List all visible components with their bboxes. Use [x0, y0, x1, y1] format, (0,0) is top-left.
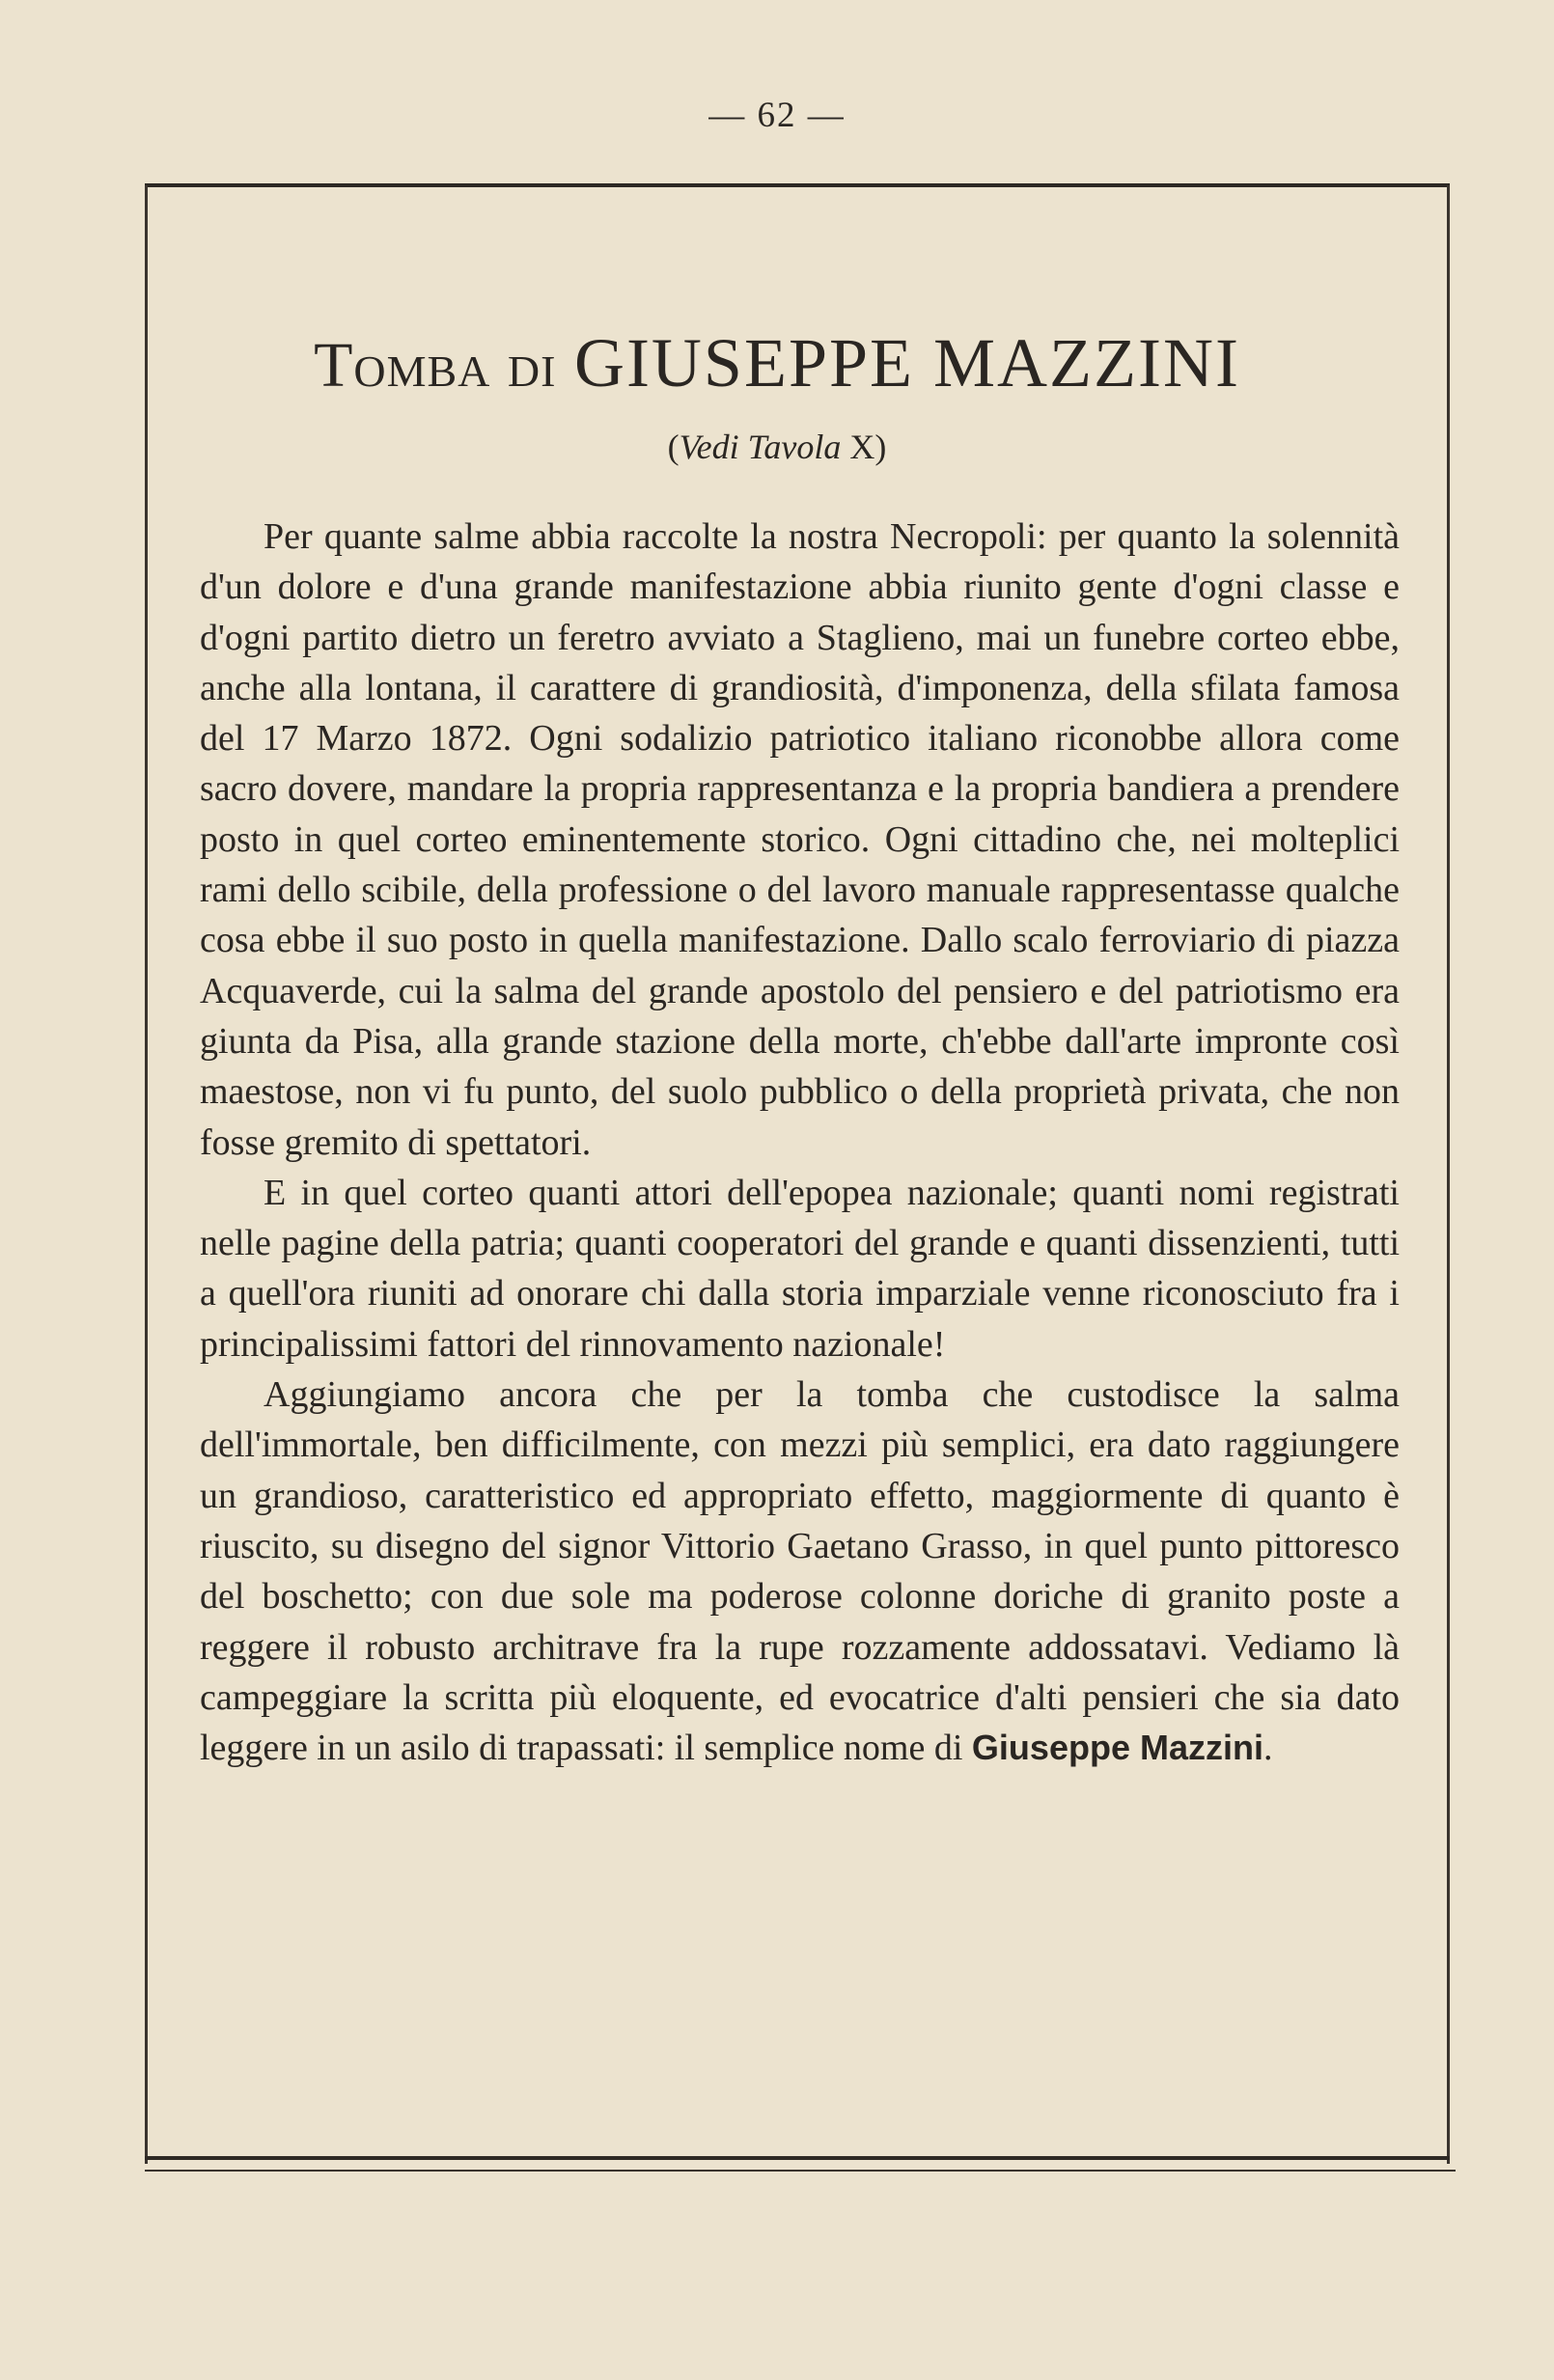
subtitle-reference: Vedi Tavola — [679, 428, 842, 466]
paragraph-2: E in quel corteo quanti attori dell'epopea nazionale; quanti nomi registrati nelle pagine della patria; quanti cooperatori del grande e quanti dissenzienti, tutti a quell'ora riuniti ad onorare chi dalla storia imparziale venne riconosciuto fra i principalissimi fattori del rinnovamento nazionale! — [200, 1172, 1400, 1365]
title-prefix: Tomba di — [314, 330, 557, 401]
paragraph-1: Per quante salme abbia raccolte la nostra Necropoli: per quanto la solennità d'un dolore e d'una grande manifestazione abbia riunito gente d'ogni classe e d'ogni partito dietro un feretro avviato a Staglieno, mai un funebre corteo ebbe, anche alla lontana, il carattere di grandiosità, d'imponenza, della sfilata famosa del 17 Marzo 1872. Ogni sodalizio patriotico italiano riconobbe allora come sacro dovere, mandare la propria rappresentanza e la propria bandiera a prendere posto in quel corteo eminentemente storico. Ogni cittadino che, nei molteplici rami dello scibile, della professione o del lavoro manuale rappresentasse qualche cosa ebbe il suo posto in quella manifestazione. Dallo scalo ferroviario di piazza Acquaverde, cui la salma del grande apostolo del pensiero e del patriotismo era giunta da Pisa, alla grande stazione della morte, ch'ebbe dall'arte impronte così maestose, non vi fu punto, del suolo pubblico o della proprietà privata, che non fosse gremito di spettatori. — [200, 516, 1400, 1163]
subtitle-open-paren: ( — [667, 428, 680, 466]
bold-name: Giuseppe Mazzini — [971, 1728, 1263, 1768]
title-name: GIUSEPPE MAZZINI — [573, 324, 1240, 401]
frame-bottom-rule — [145, 2156, 1450, 2160]
paragraph-3-text: Aggiungiamo ancora che per la tomba che custodisce la salma dell'immortale, ben difficilmente, con mezzi più semplici, era dato raggiungere un grandioso, caratteristico ed appropriato effetto, maggiormente di quanto è riuscito, su disegno del signor Vittorio Gaetano Grasso, in quel punto pittoresco del boschetto; con due sole ma poderose colonne doriche di granito poste a reggere il robusto architrave fra la rupe rozzamente addossatavi. Vediamo là campeggiare la scritta più eloquente, ed evocatrice d'alti pensieri che sia dato leggere in un asilo di trapassati: il semplice nome di — [200, 1374, 1400, 1769]
plate-reference — [0, 427, 1554, 467]
frame-bottom-rule-thin — [145, 2170, 1456, 2172]
page-title — [0, 324, 1554, 401]
page-number: — 62 — — [708, 96, 846, 135]
paragraph-3 — [200, 1370, 1400, 1773]
subtitle-plate: X) — [841, 428, 887, 466]
body-text — [200, 512, 1400, 1773]
paragraph-3-end: . — [1263, 1728, 1273, 1769]
